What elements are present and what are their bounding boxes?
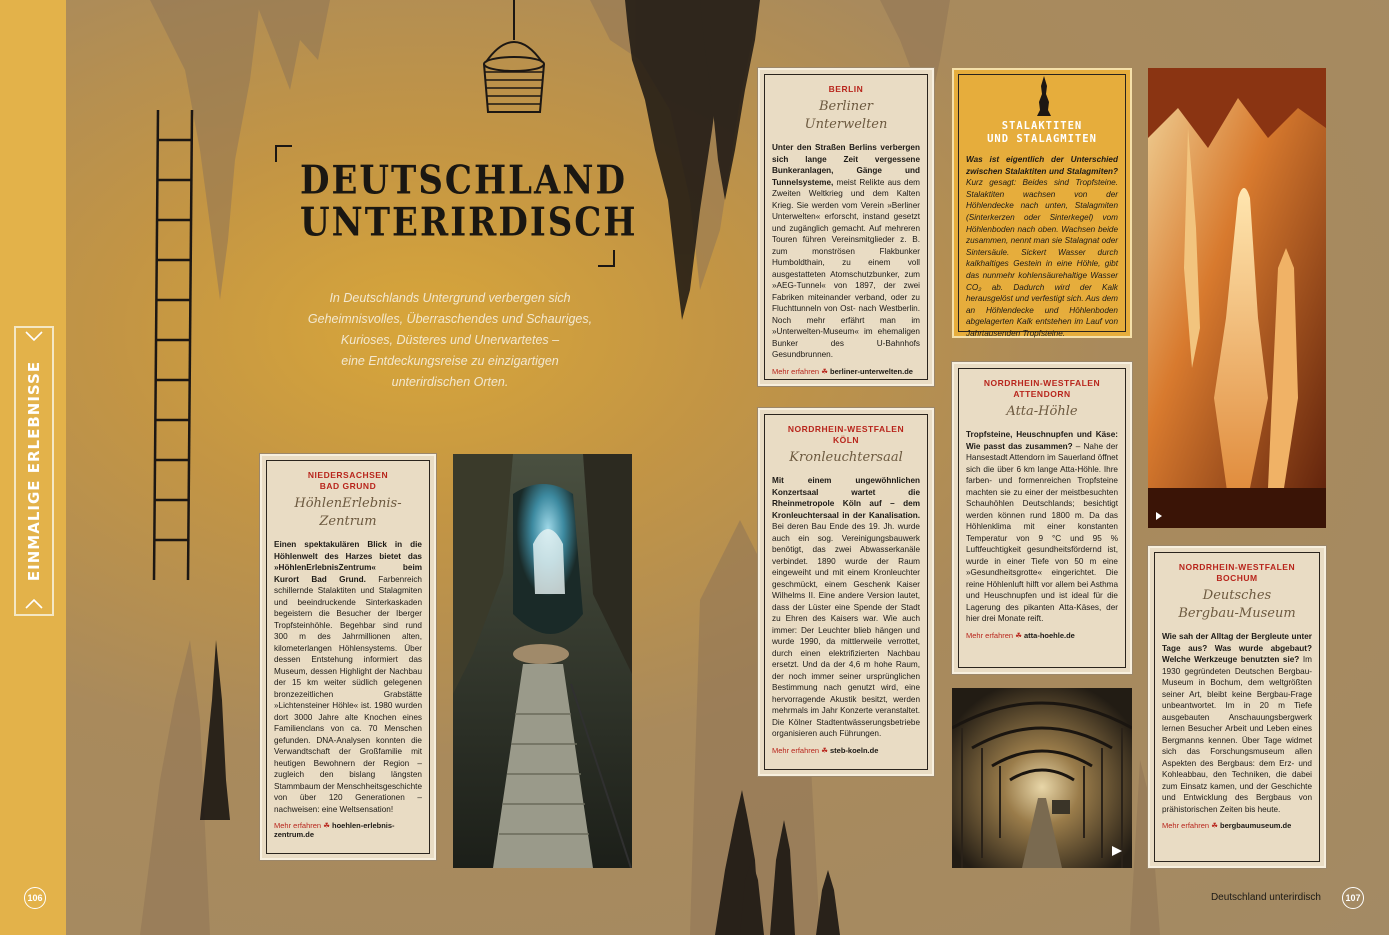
ladder-illustration	[140, 100, 210, 860]
card-title: HöhlenErlebnis- Zentrum	[294, 496, 402, 529]
more-info: Mehr erfahren ☘ hoehlen-erlebnis-zentrum.de	[274, 821, 395, 839]
corner-mark-bottom-right	[594, 248, 616, 270]
arrow-icon: ☘	[1211, 821, 1221, 830]
arrow-icon: ☘	[821, 366, 831, 376]
photo-mine-tunnel	[952, 688, 1132, 868]
card-body: Unter den Straßen Berlins verbergen sich lange Zeit vergessene Bunkeranlagen, Gänge und Tunnelsysteme, meist Relikte aus dem Zweiten Weltkrieg und dem Kalten Krieg. Sie werden vom Verein »Berliner Unterwelten« erforscht, instand gesetzt und zugänglich gemacht. Auf mehreren Touren führen Vereinsmitglieder z. B. zum monströsen Flakbunker Humboldthain, zu einem voll ausgestatteten Atomschutzbunker, zum »AEG-Tunnel« von 1897, der zwei Fabriken miteinander verband, oder zu Fluchttunneln von Ost- nach Westberlin. Noch mehr erfährt man im »Unterwelten-Museum« im ehemaligen Bunker des U-Bahnhofs Gesundbrunnen.	[772, 143, 920, 359]
website-link[interactable]: berliner-unterwelten.de	[830, 366, 913, 376]
card-berlin	[758, 68, 934, 386]
card-city: KÖLN	[832, 435, 860, 445]
photo-stalactites	[1148, 68, 1326, 528]
more-info: Mehr erfahren ☘ bergbaumuseum.de	[1162, 821, 1292, 830]
card-region: NORDRHEIN-WESTFALEN	[1178, 562, 1296, 572]
bucket-illustration	[474, 0, 554, 120]
card-bochum	[1148, 546, 1326, 868]
arrow-icon: ☘	[821, 745, 831, 755]
more-info: Mehr erfahren ☘ steb-koeln.de	[772, 745, 879, 755]
card-city: BAD GRUND	[319, 481, 377, 491]
card-attendorn	[952, 362, 1132, 674]
ribbon-ornament-top	[24, 330, 44, 344]
card-title: Atta-Höhle	[1006, 404, 1078, 419]
title-line-2: UNTERIRDISCH	[300, 200, 638, 246]
card-title: Kronleuchtersaal	[789, 450, 903, 465]
card-title: Deutsches Bergbau-Museum	[1178, 588, 1296, 621]
arrow-icon: ☘	[323, 821, 333, 830]
card-region: NIEDERSACHSEN	[307, 470, 389, 480]
page-title	[300, 158, 638, 246]
website-link[interactable]: steb-koeln.de	[830, 745, 879, 755]
footer-running-title: Deutschland unterirdisch	[1210, 892, 1321, 903]
card-title: STALAKTITEN UND STALAGMITEN	[987, 120, 1097, 145]
more-info: Mehr erfahren ☘ berliner-unterwelten.de	[772, 366, 913, 376]
card-title: Berliner Unterwelten	[804, 99, 888, 132]
card-region: NORDRHEIN-WESTFALEN	[787, 424, 905, 434]
arrow-icon: ☘	[1015, 630, 1025, 640]
section-ribbon-label: EINMALIGE ERLEBNISSE	[25, 360, 43, 582]
card-body: Was ist eigentlich der Unterschied zwischen Stalaktiten und Stalagmiten? Kurz gesagt: Beides sind Tropfsteine. Stalaktiten wachsen von der Höhlendecke nach unten, Stalagmiten (Sinterkerzen oder Sinterkegel) vom Höhlenboden nach oben. Wachsen beide zusammen, nennt man sie Stalagnat oder Sintersäule. Sickert Wasser durch kalkhaltiges Gestein in eine Höhle, gibt das nunmehr kohlensäurehaltige Wasser CO₂ ab. Dadurch wird der Kalk herausgelöst und verfestigt sich. Aus dem an Höhlendecke und Höhlenboden abgelagerten Kalk entstehen im Lauf von Jahrtausenden Tropfsteine.	[966, 155, 1118, 338]
title-line-1: DEUTSCHLAND	[300, 158, 627, 204]
photo-iberger-cave	[453, 454, 632, 868]
card-region: NORDRHEIN-WESTFALEN	[983, 378, 1101, 388]
card-koeln	[758, 408, 934, 776]
card-body: Einen spektakulären Blick in die Höhlenwelt des Harzes bietet das »HöhlenErlebnisZentrum« beim Kurort Bad Grund. Farbenreich schillernde Stalaktiten und Stalagmiten und beeindruckende Sinterkaskaden begeistern die Besucher der Iberger Tropfsteinhöhle. Begehbar sind rund 300 m des Jahrmillionen alten, kilometerlangen Höhlensystems. Über dessen Entstehung informiert das Museum, dessen Highlight der Nachbau der 15 km weiter südlich gelegenen bronzezeitlichen Grabstätte »Lichtensteiner Höhle« ist. 1980 wurden dort 3000 Jahre alte Knochen eines Familienclans von ca. 70 Menschen gefunden. DNA-Analysen konnten die Verwandtschaft der Großfamilie mit heutigen Bewohnern der Region – zugleich den bislang längsten Stammbaum der Menschheitsgeschichte von über 120 Generationen – nachweisen: eine Weltsensation!	[274, 540, 422, 814]
page-number-left: 106	[24, 887, 46, 909]
card-body: Tropfsteine, Heuschnupfen und Käse: Wie passt das zusammen? – Nahe der Hansestadt Attendorn im Sauerland öffnet sich die über 6 km lange Atta-Höhle. Ihre farben- und formenreichen Tropfsteine machten sie zu einer der meistbesuchten Schauhöhlen Deutschlands; besichtigt werden können rund 1800 m. Da das Höhlenklima mit einer konstanten Temperatur von 9 °C und 95 % Luftfeuchtigkeit gesundheitsfördernd ist, wurde in einer Tiefe von 50 m eine »Gesundheitsgrotte« eingerichtet. Die reine Höhlenluft hilft vor allem bei Asthma und Heuschnupfen und ist ideal für die Lagerung des pikanten Atta-Käses, der hier drei Monate reift.	[966, 430, 1118, 623]
card-body: Wie sah der Alltag der Bergleute unter Tage aus? Was wurde abgebaut? Welche Werkzeuge benutzten sie? Im 1930 gegründeten Deutschen Bergbau-Museum in Bochum, dem weltgrößten seiner Art, bleibt keine Bergbau-Frage unbeantwortet. Im in 20 m Tiefe ausgebauten Anschauungsbergwerk lernen Besucher Arbeit und Leben eines Bergmanns kennen. Über Tage widmet sich das Forschungsmuseum allen Aspekten des Bergbaus: dem Erz- und Kohleabbau, den Techniken, die dabei zum Einsatz kamen, und der Geschichte und Entwicklung des Bergbaus von prähistorischen Zeiten bis heute.	[1162, 632, 1312, 814]
website-link[interactable]: bergbaumuseum.de	[1220, 821, 1292, 830]
page-number-right: 107	[1342, 887, 1364, 909]
card-stalaktiten-info	[952, 68, 1132, 338]
card-region: BERLIN	[828, 84, 864, 94]
website-link[interactable]: atta-hoehle.de	[1024, 630, 1075, 640]
card-body: Mit einem ungewöhnlichen Konzertsaal wartet die Rheinmetropole Köln auf – dem Kronleuchtersaal in der Kanalisation. Bei deren Bau Ende des 19. Jh. wurde auch ein sog. Vereinigungsbauwerk benötigt, das zwei Abwasserkanäle verbindet. 1890 wurde der Raum eingeweiht und mit einem Kronleuchter geschmückt, einem Geschenk Kaiser Wilhelms II. Eine andere Version lautet, dass der Lüster eine Spende der Stadt zu Ehren des Kaisers war. Wie auch immer: Der Leuchter blieb hängen und wurde 1990, da mittlerweile verrottet, durch einen elektrifizierten Nachbau ersetzt. Und da der 4,6 m hohe Raum, der noch immer seiner ursprünglichen Bestimmung nach genutzt wird, eine hervorragende Akustik besitzt, werden mehrmals im Jahr Konzerte veranstaltet. Die Kölner Stadtentwässerungsbetriebe organisieren auch Führungen.	[772, 476, 920, 738]
more-info: Mehr erfahren ☘ atta-hoehle.de	[966, 630, 1075, 640]
stalactite-icon	[1034, 76, 1054, 116]
website-link[interactable]: hoehlen-erlebnis-zentrum.de	[274, 821, 395, 839]
corner-mark-top-left	[274, 142, 296, 164]
intro-paragraph: In Deutschlands Untergrund verbergen sich Geheimnisvolles, Überraschendes und Schauriges, Kurioses, Düsteres und Unerwartetes – eine Entdeckungsreise zu einzigartigen unterirdischen Orten.	[307, 291, 593, 389]
ribbon-ornament-bottom	[24, 596, 44, 610]
card-city: BOCHUM	[1216, 573, 1258, 583]
card-city: ATTENDORN	[1013, 389, 1071, 399]
card-bad-grund	[260, 454, 436, 860]
